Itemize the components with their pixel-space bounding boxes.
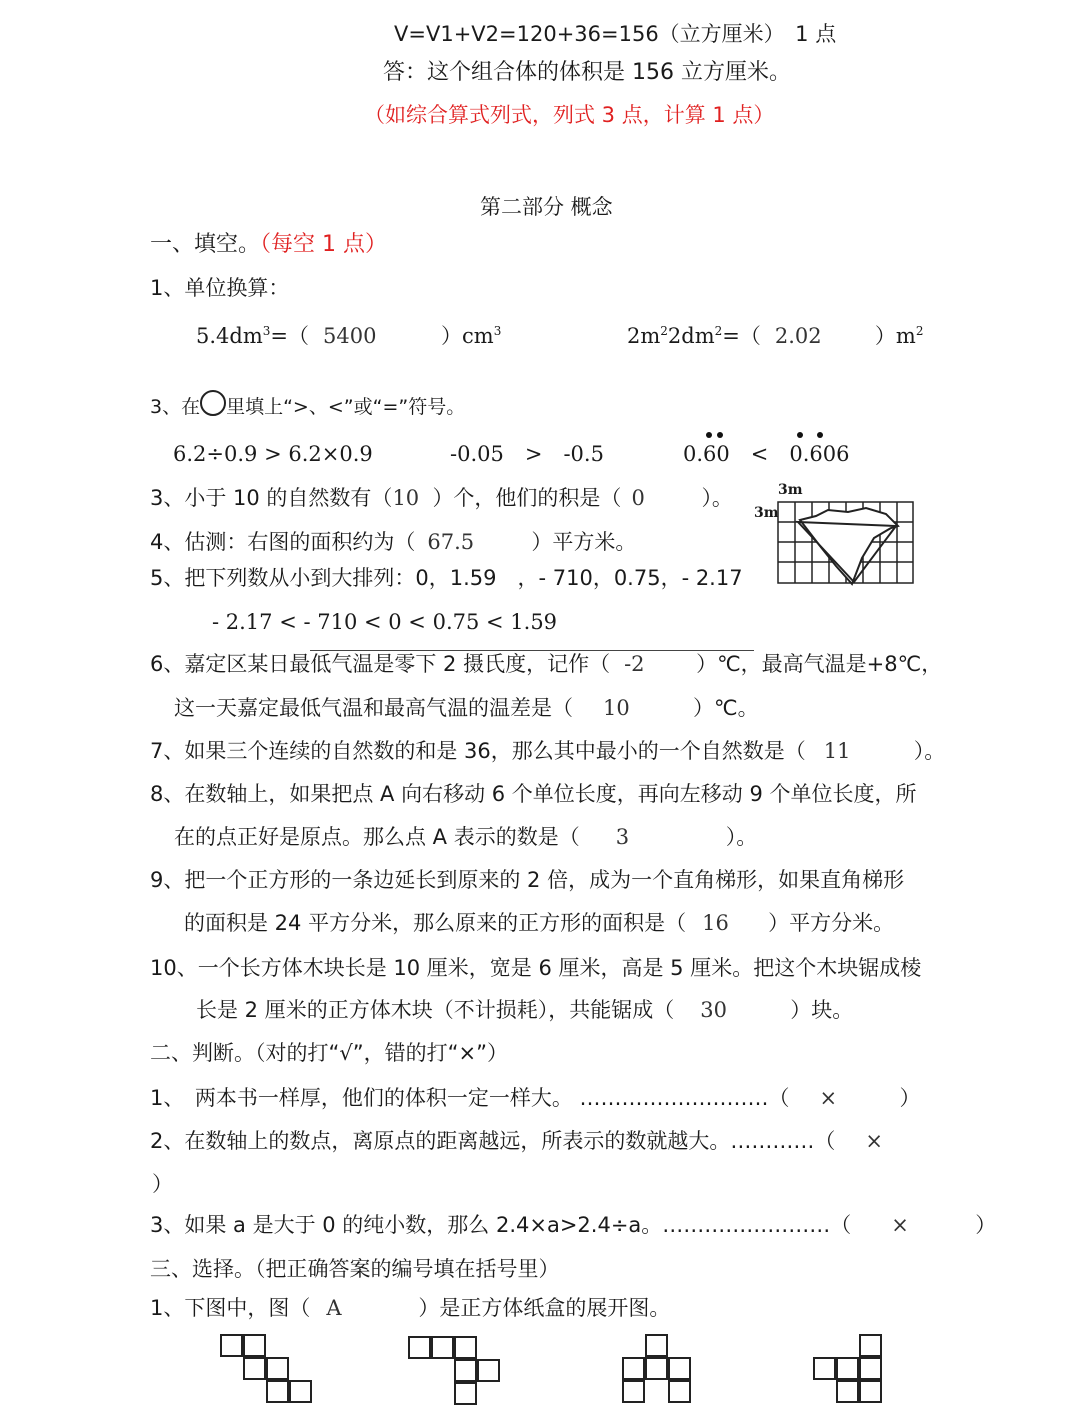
judge-2-close: ）	[152, 1172, 173, 1196]
area-grid-figure	[776, 500, 916, 586]
repeat-dot-icon	[706, 432, 712, 438]
q1-label: 1、单位换算：	[150, 276, 290, 300]
q3-natural-numbers: 3、小于 10 的自然数有（10 ）个，他们的积是（ 0 ）。	[150, 486, 733, 510]
q8-line-1: 8、在数轴上，如果把点 A 向右移动 6 个单位长度，再向左移动 9 个单位长度，所	[150, 782, 917, 806]
compare-2: -0.05 > -0.5	[450, 442, 604, 466]
judge-2-answer: ×	[865, 1129, 883, 1153]
compare-1: 6.2÷0.9 > 6.2×0.9	[173, 442, 373, 466]
grid-label-top: 3m	[778, 482, 803, 498]
section2-title: 二、判断。（对的打“√”，错的打“×”）	[150, 1041, 508, 1065]
q6-answer-1: -2	[624, 652, 645, 676]
judge-3-answer: ×	[891, 1213, 909, 1237]
q6-line-2: 这一天嘉定最低气温和最高气温的温差是（ 10 ）℃。	[174, 696, 759, 720]
q6-answer-2: 10	[603, 696, 630, 720]
circle-icon	[200, 390, 226, 416]
q1-b-answer: 2.02	[774, 324, 822, 348]
q10-line-2: 长是 2 厘米的正方体木块（不计损耗），共能锯成（ 30 ）块。	[196, 998, 854, 1022]
q1-conversion-b: $2m^22dm^2=$（ 2.02 ）$m^2$	[627, 324, 924, 348]
compare-3: 0.60 < 0.606	[683, 442, 850, 466]
q4-estimate: 4、估测：右图的面积约为（ 67.5 ）平方米。	[150, 530, 637, 554]
q3b-answer-1: 10	[392, 486, 420, 510]
section3-title: 三、选择。（把正确答案的编号填在括号里）	[150, 1257, 560, 1281]
q7: 7、如果三个连续的自然数的和是 36，那么其中最小的一个自然数是（ 11 ）。	[150, 739, 946, 763]
q5-label: 5、把下列数从小到大排列：0，1.59 ，- 710，0.75，- 2.17	[150, 566, 743, 590]
q3-compare-label: 3、在 里填上“>、<”或“=”符号。	[150, 390, 465, 419]
grid-label-left: 3m	[754, 505, 779, 521]
scoring-note: （如综合算式列式，列式 3 点，计算 1 点）	[364, 103, 775, 127]
judge-1-answer: ×	[819, 1086, 838, 1110]
repeat-dot-icon	[817, 432, 823, 438]
q3b-answer-2: 0	[631, 486, 645, 510]
q1-a-answer: 5400	[323, 324, 377, 348]
q9-answer: 16	[702, 911, 729, 935]
repeat-dot-icon	[797, 432, 803, 438]
q9-line-2: 的面积是 24 平方分米，那么原来的正方形的面积是（ 16 ）平方分米。	[184, 911, 895, 935]
judge-3: 3、如果 a 是大于 0 的纯小数，那么 2.4×a>2.4÷a。……………………（ × ）	[150, 1213, 997, 1237]
section1-points: （每空 1 点）	[260, 232, 387, 257]
repeat-dot-icon	[717, 432, 723, 438]
q8-answer: 3	[615, 825, 630, 849]
q8-line-2: 在的点正好是原点。那么点 A 表示的数是（ 3 ）。	[174, 825, 758, 849]
section1-header	[150, 232, 387, 258]
q5-answer: - 2.17 < - 710 < 0 < 0.75 < 1.59	[212, 610, 558, 634]
q10-line-1: 10、一个长方体木块长是 10 厘米，宽是 6 厘米，高是 5 厘米。把这个木块锯成棱	[150, 956, 922, 980]
volume-formula: V=V1+V2=120+36=156（立方厘米） 1 点	[394, 22, 837, 46]
judge-1: 1、 两本书一样厚，他们的体积一定一样大。 ………………………（ × ）	[150, 1086, 921, 1110]
volume-answer: 答：这个组合体的体积是 156 立方厘米。	[383, 60, 791, 85]
choice-1: 1、下图中，图（ A ）是正方体纸盒的展开图。	[150, 1296, 671, 1320]
q6-line-1: 6、嘉定区某日最低气温是零下 2 摄氏度，记作（ -2 ）℃，最高气温是+8℃，	[150, 652, 943, 676]
divider-line	[310, 650, 754, 651]
section1-title: 一、填空。	[150, 232, 261, 257]
q7-answer: 11	[823, 739, 851, 763]
q10-answer: 30	[700, 998, 727, 1022]
q9-line-1: 9、把一个正方形的一条边延长到原来的 2 倍，成为一个直角梯形，如果直角梯形	[150, 868, 905, 892]
judge-2: 2、在数轴上的数点，离原点的距离越远，所表示的数就越大。…………（ ×	[150, 1129, 905, 1154]
q1-conversion-a: $5.4dm^3=$（ 5400 ）$cm^3$	[196, 324, 502, 348]
q4-answer: 67.5	[427, 530, 475, 554]
choice-1-answer: A	[326, 1296, 342, 1320]
part2-title: 第二部分 概念	[480, 195, 613, 219]
